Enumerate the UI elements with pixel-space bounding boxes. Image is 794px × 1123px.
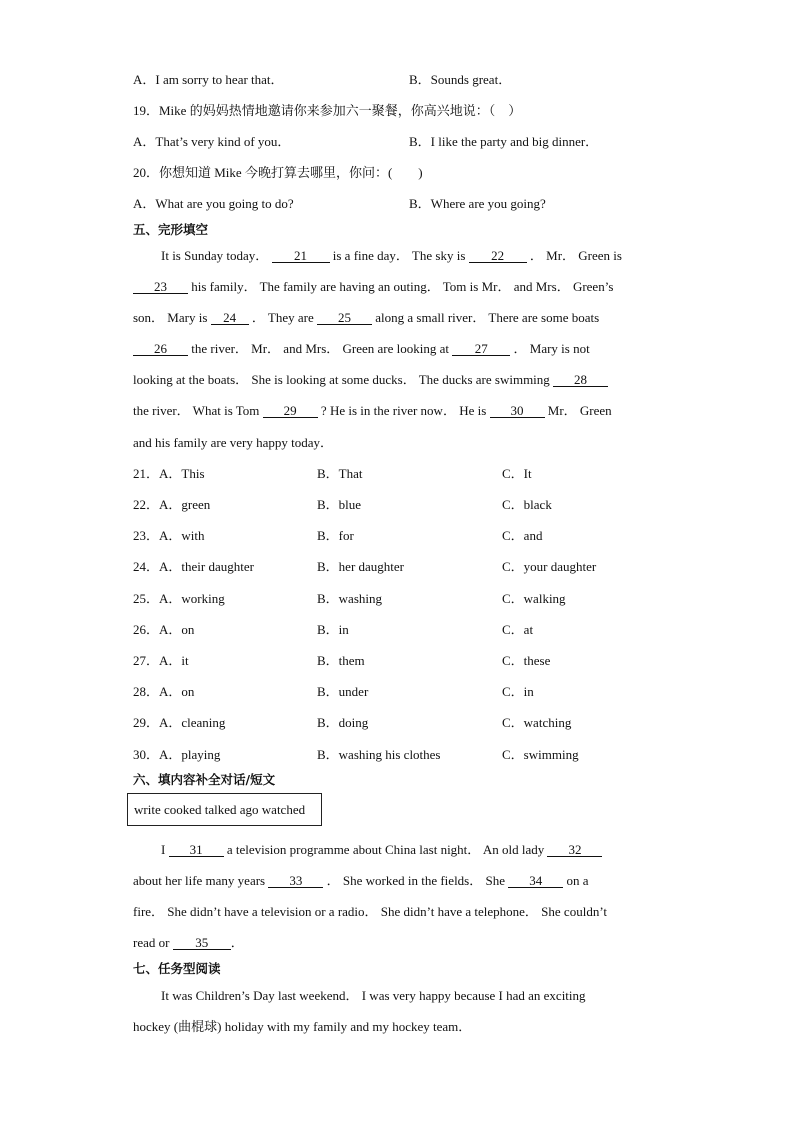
blank-24: 24 — [211, 311, 249, 325]
passage-line: the river． What is Tom 29 ? He is in the river now． He is 30 Mr． Green — [133, 403, 612, 418]
option-b: B．Sounds great． — [409, 72, 512, 87]
option-row-27-b: B．them — [317, 653, 365, 668]
blank-25: 25 — [317, 311, 372, 325]
option-row-25-b: B．washing — [317, 591, 383, 606]
option-row-24-b: B．her daughter — [317, 559, 405, 574]
option-row-22-b: B．blue — [317, 497, 362, 512]
blank-31: 31 — [169, 843, 224, 857]
passage-line: hockey (曲棍球) holiday with my family and my hockey team． — [133, 1019, 472, 1034]
blank-21: 21 — [272, 249, 330, 263]
option-row-23-b: B．for — [317, 528, 354, 543]
blank-28: 28 — [553, 373, 608, 387]
blank-29: 29 — [263, 404, 318, 418]
blank-33: 33 — [268, 874, 323, 888]
option-row-30-b: B．washing his clothes — [317, 747, 441, 762]
option-row-21-c: C．It — [502, 466, 532, 481]
blank-32: 32 — [547, 843, 602, 857]
word-box: write cooked talked ago watched — [127, 793, 322, 826]
option-row-27-a: 27．A．it — [133, 653, 189, 668]
passage-line: 23 his family． The family are having an outing． Tom is Mr． and Mrs． Green’s — [133, 276, 613, 295]
passage-line: about her life many years 33 ． She worked in the fields． She 34 on a — [133, 873, 589, 888]
blank-30: 30 — [490, 404, 545, 418]
passage-line: read or 35 ． — [133, 935, 244, 950]
passage-line: I 31 a television programme about China last night． An old lady 32 — [161, 839, 602, 858]
option-row-24-c: C．your daughter — [502, 559, 597, 574]
option-row-26-c: C．at — [502, 622, 534, 637]
option-row-29-b: B．doing — [317, 715, 369, 730]
passage-line: looking at the boats． She is looking at some ducks． The ducks are swimming 28 — [133, 369, 608, 388]
option-row-25-a: 25．A．working — [133, 591, 225, 606]
option-row-28-a: 28．A．on — [133, 684, 195, 699]
question-20-option-a: A．What are you going to do? — [133, 196, 294, 211]
question-19-stem: 19．Mike 的妈妈热情地邀请你来参加六一聚餐，你高兴地说：（ ） — [133, 103, 522, 118]
option-row-28-b: B．under — [317, 684, 369, 699]
option-row-26-b: B．in — [317, 622, 349, 637]
option-row-30-a: 30．A．playing — [133, 747, 221, 762]
option-a: A．I am sorry to hear that． — [133, 72, 284, 87]
question-19-option-b: B．I like the party and big dinner． — [409, 134, 599, 149]
option-row-29-a: 29．A．cleaning — [133, 715, 226, 730]
passage-line: 26 the river． Mr． and Mrs． Green are looking at 27 ． Mary is not — [133, 338, 590, 357]
blank-27: 27 — [452, 342, 510, 356]
blank-26: 26 — [133, 342, 188, 356]
passage-line: It is Sunday today． 21 is a fine day． The sky is 22 ． Mr． Green is — [161, 248, 622, 263]
blank-23: 23 — [133, 280, 188, 294]
option-row-25-c: C．walking — [502, 591, 566, 606]
blank-34: 34 — [508, 874, 563, 888]
section-6-title: 六、填内容补全对话/短文 — [133, 772, 276, 787]
question-20-option-b: B．Where are you going? — [409, 196, 546, 211]
passage-line: son． Mary is 24 ． They are 25 along a small river． There are some boats — [133, 310, 600, 325]
option-row-21-b: B．That — [317, 466, 363, 481]
question-19-option-a: A．That’s very kind of you． — [133, 134, 291, 149]
option-row-29-c: C．watching — [502, 715, 572, 730]
option-row-24-a: 24．A．their daughter — [133, 559, 254, 574]
option-row-21-a: 21．A．This — [133, 466, 205, 481]
option-row-26-a: 26．A．on — [133, 622, 195, 637]
option-row-22-c: C．black — [502, 497, 552, 512]
passage-line: fire． She didn’t have a television or a radio． She didn’t have a telephone． She couldn’t — [133, 904, 608, 919]
blank-35: 35 — [173, 936, 231, 950]
blank-22: 22 — [469, 249, 527, 263]
section-5-title: 五、完形填空 — [133, 222, 209, 237]
option-row-28-c: C．in — [502, 684, 534, 699]
passage-line: It was Children’s Day last weekend． I was very happy because I had an exciting — [161, 988, 586, 1003]
option-row-22-a: 22．A．green — [133, 497, 211, 512]
option-row-23-c: C．and — [502, 528, 543, 543]
question-20-stem: 20．你想知道 Mike 今晚打算去哪里，你问：( ) — [133, 165, 423, 180]
passage-line: and his family are very happy today． — [133, 435, 333, 450]
section-7-title: 七、任务型阅读 — [133, 961, 221, 976]
option-row-23-a: 23．A．with — [133, 528, 205, 543]
option-row-27-c: C．these — [502, 653, 551, 668]
option-row-30-c: C．swimming — [502, 747, 579, 762]
